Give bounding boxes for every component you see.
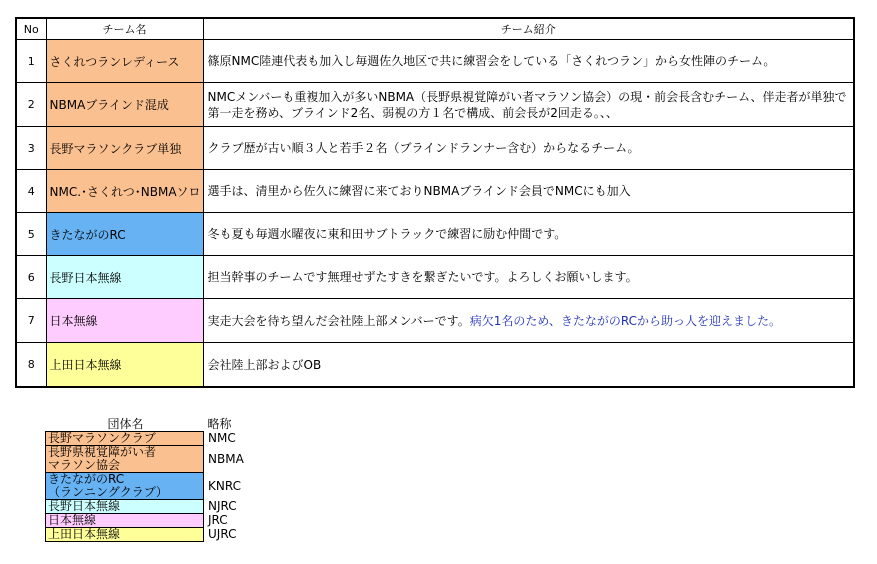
legend-abbr: NMC: [208, 431, 236, 445]
header-no: No: [16, 18, 46, 40]
row-no: 3: [16, 127, 46, 170]
legend-group-name: [46, 446, 204, 473]
team-intro-cell: [203, 299, 854, 343]
table-header-row: [16, 18, 854, 40]
team-name-cell: 長野マラソンクラブ単独: [46, 127, 203, 170]
legend-name-line: 上田日本無線: [48, 527, 121, 541]
intro-text: 実走大会を待ち望んだ会社陸上部メンバーです。: [207, 313, 470, 328]
legend-row: [46, 473, 245, 500]
table-row: [16, 213, 854, 256]
header-team-intro: チーム紹介: [203, 18, 854, 40]
row-no: 8: [16, 343, 46, 387]
team-intro-cell: [203, 256, 854, 299]
header-team-name: チーム名: [46, 18, 203, 40]
abbreviation-legend: [45, 418, 245, 542]
team-name-cell: NBMAブラインド混成: [46, 83, 203, 127]
legend-group-name: [46, 500, 204, 514]
team-name-cell: きたながのRC: [46, 213, 203, 256]
legend-group-name: [46, 473, 204, 500]
table-row: [16, 127, 854, 170]
legend-name-line: （ランニングクラブ）: [48, 485, 168, 499]
legend-row: [46, 500, 245, 514]
row-no: 2: [16, 83, 46, 127]
legend-name-line: 長野県視覚障がい者: [48, 445, 157, 459]
legend-header-abbr: 略称: [207, 417, 232, 432]
intro-text: 選手は、清里から佐久に練習に来ておりNBMAブラインド会員でNMCにも加入: [207, 184, 631, 199]
team-intro-cell: [203, 40, 854, 83]
intro-text: クラブ歴が古い順３人と若手２名（ブラインドランナー含む）からなるチーム。: [207, 141, 640, 156]
legend-group-name: [46, 432, 204, 446]
legend-abbr: KNRC: [208, 478, 241, 493]
legend-name-line: きたながのRC: [48, 472, 125, 486]
team-intro-cell: [203, 343, 854, 387]
team-intro-cell: [203, 170, 854, 213]
row-no: 4: [16, 170, 46, 213]
legend-name-line: 長野日本無線: [48, 499, 121, 513]
team-intro-cell: [203, 83, 854, 127]
table-row: [16, 170, 854, 213]
intro-text: NMCメンバーも重複加入が多いNBMA（長野県視覚障がい者マラソン協会）の現・前会長含むチーム、伴走者が単独で第一走を務め、ブラインド2名、弱視の方１名で構成、前会長が2回走る。、、: [207, 89, 847, 120]
table-row: [16, 83, 854, 127]
team-name-cell: NMC.･さくれつ･NBMAソロ: [46, 170, 203, 213]
legend-header-name: 団体名: [107, 417, 144, 431]
intro-text: 冬も夏も毎週水曜夜に東和田サブトラックで練習に励む仲間です。: [207, 227, 567, 242]
legend-row: [46, 446, 245, 473]
row-no: 5: [16, 213, 46, 256]
team-name-cell: さくれつランレディース: [46, 40, 203, 83]
legend-row: [46, 432, 245, 446]
team-name-cell: 上田日本無線: [46, 343, 203, 387]
intro-text: 担当幹事のチームです無理せずたすきを繋ぎたいです。よろしくお願いします。: [207, 270, 638, 285]
legend-abbr: NJRC: [208, 499, 237, 513]
team-intro-cell: [203, 213, 854, 256]
legend-name-line: 長野マラソンクラブ: [48, 431, 156, 445]
intro-text: 会社陸上部およびOB: [207, 357, 322, 372]
table-row: [16, 256, 854, 299]
team-name-cell: 長野日本無線: [46, 256, 203, 299]
legend-abbr: NBMA: [208, 451, 244, 466]
legend-row: [46, 528, 245, 542]
table-row: [16, 343, 854, 387]
team-intro-cell: [203, 127, 854, 170]
table-row: [16, 299, 854, 343]
legend-group-name: [46, 528, 204, 542]
intro-accent-text: 病欠1名のため、きたながのRCから助っ人を迎えました。: [469, 313, 781, 328]
legend-abbr: UJRC: [208, 527, 237, 541]
legend-name-line: 日本無線: [48, 513, 97, 527]
row-no: 6: [16, 256, 46, 299]
legend-header-row: [46, 418, 245, 432]
legend-row: [46, 514, 245, 528]
row-no: 1: [16, 40, 46, 83]
team-intro-table: [15, 17, 855, 388]
intro-text: 篠原NMC陸連代表も加入し毎週佐久地区で共に練習会をしている「さくれつラン」から女性陣のチーム。: [207, 54, 776, 69]
team-name-cell: 日本無線: [46, 299, 203, 343]
legend-abbr: JRC: [208, 513, 228, 527]
row-no: 7: [16, 299, 46, 343]
table-row: [16, 40, 854, 83]
legend-name-line: マラソン協会: [48, 458, 121, 472]
legend-group-name: [46, 514, 204, 528]
